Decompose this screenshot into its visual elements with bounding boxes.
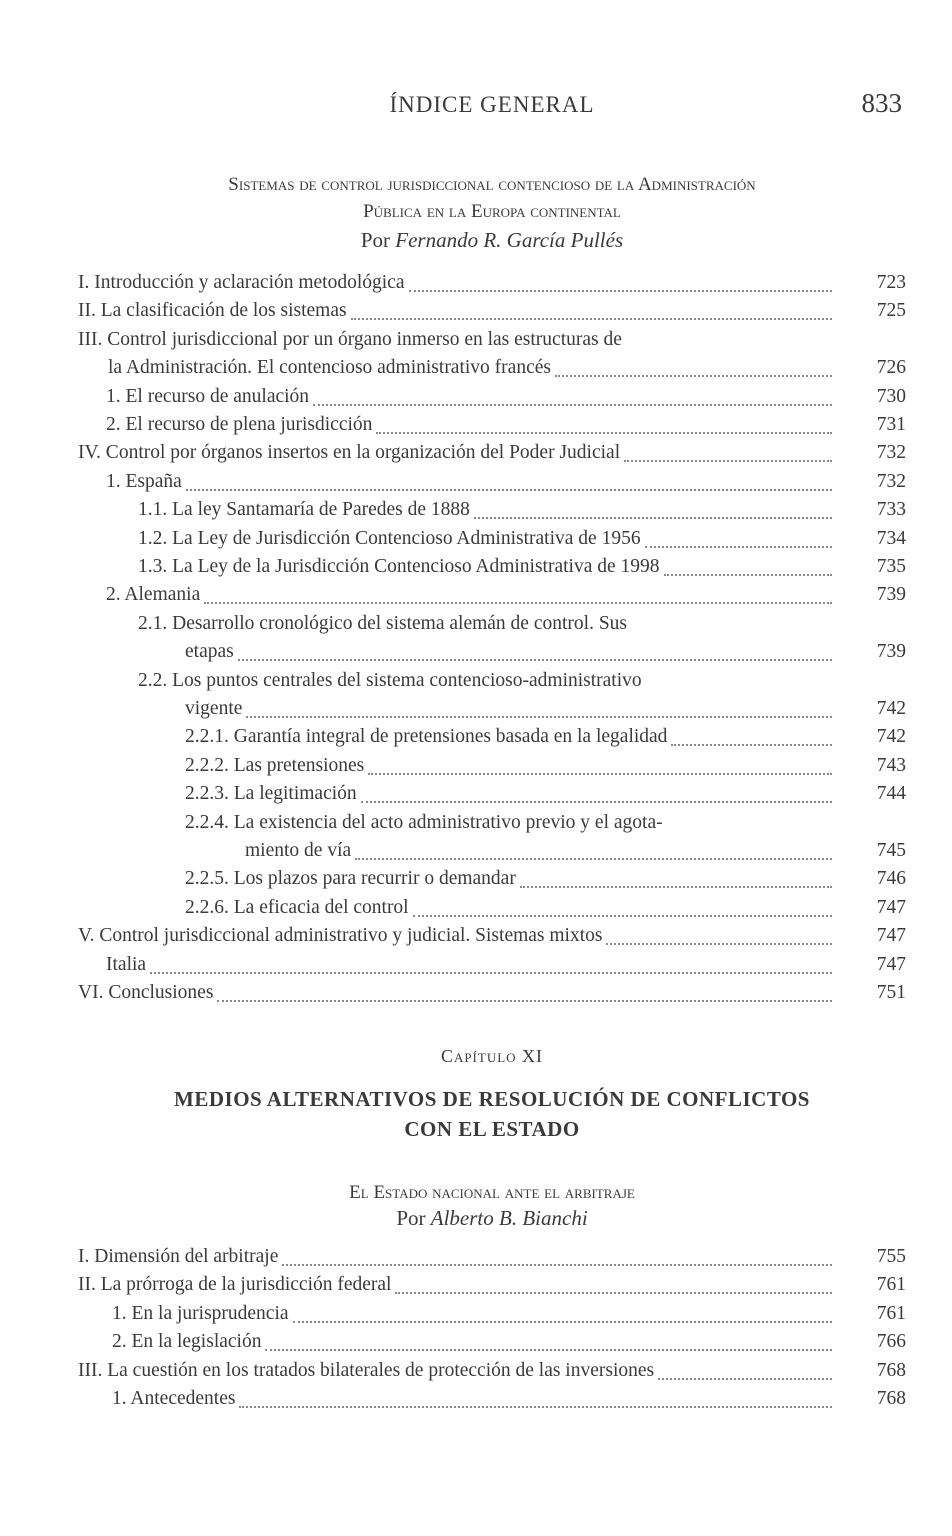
toc-entry: [0, 925, 906, 953]
toc-entry: [0, 272, 906, 300]
toc-entry-text: 2.2.3. La legitimación: [185, 783, 357, 805]
running-head: [78, 88, 906, 124]
dot-leader: [520, 886, 832, 888]
toc-entry: [0, 499, 906, 527]
toc-entry: [0, 812, 906, 840]
toc-entry-text: 2. En la legislación: [112, 1331, 262, 1353]
toc-entry-text: 1.1. La ley Santamaría de Paredes de 1888: [138, 499, 470, 521]
dot-leader: [313, 404, 832, 406]
toc-entry-text: 1.2. La Ley de Jurisdicción Contencioso Administrativa de 1956: [138, 527, 641, 549]
toc-page-number: 768: [876, 1359, 906, 1381]
toc-entry: [0, 300, 906, 328]
author-name: Alberto B. Bianchi: [430, 1206, 588, 1230]
toc-page-number: 744: [876, 783, 906, 805]
dot-leader: [645, 546, 832, 548]
toc-entry: [0, 1303, 906, 1331]
toc-entry-text: II. La prórroga de la jurisdicción federal: [78, 1274, 392, 1296]
dot-leader: [204, 602, 832, 604]
toc-page-number: 746: [876, 868, 906, 890]
toc-entry-text: I. Introducción y aclaración metodológica: [78, 272, 405, 293]
toc-entry-text: 2.2. Los puntos centrales del sistema contencioso-administrativo: [138, 669, 642, 691]
chapter-label: Capítulo XI: [440, 1046, 544, 1066]
toc-page-number: 743: [876, 754, 906, 776]
toc-entry-text: I. Dimensión del arbitraje: [78, 1246, 279, 1267]
toc-entry: [0, 613, 906, 641]
toc-entry-text: 1.3. La Ley de la Jurisdicción Contencioso Administrativa de 1998: [138, 556, 660, 577]
toc-entry-continuation-text: la Administración. El contencioso administrativo francés: [108, 357, 551, 379]
toc-entry-text: 2.2.1. Garantía integral de pretensiones basada en la legalidad: [185, 726, 668, 748]
toc-entry-text: V. Control jurisdiccional administrativo y judicial. Sistemas mixtos: [78, 925, 603, 947]
section-byline: [78, 228, 906, 253]
dot-leader: [238, 659, 832, 661]
toc-entry-text: 1. En la jurisprudencia: [112, 1302, 289, 1324]
toc-entry: [0, 726, 906, 754]
dot-leader: [217, 1000, 832, 1002]
toc-entry-continuation: [0, 641, 906, 669]
toc-entry-text: 1. Antecedentes: [112, 1388, 236, 1409]
toc-page-number: 761: [876, 1302, 906, 1324]
toc-page-number: 751: [876, 982, 906, 1003]
toc-page-number: 732: [876, 442, 906, 464]
toc-entry: [0, 954, 906, 982]
toc-page-number: 731: [876, 414, 906, 435]
toc-entry-text: Italia: [106, 953, 147, 975]
dot-leader: [474, 517, 832, 519]
toc-page-number: 755: [876, 1246, 906, 1267]
toc-entry: [0, 584, 906, 612]
toc-entry-continuation-text: etapas: [185, 641, 234, 663]
dot-leader: [624, 460, 832, 462]
toc-entry-text: 2.2.2. Las pretensiones: [185, 754, 365, 776]
toc-entry-text: III. La cuestión en los tratados bilaterales de protección de las inversiones: [78, 1359, 655, 1381]
dot-leader: [555, 375, 832, 377]
toc-entry-continuation: [0, 698, 906, 726]
toc-entry: [0, 1388, 906, 1416]
toc-entry-text: 2. Alemania: [106, 584, 201, 606]
dot-leader: [395, 1292, 832, 1294]
toc-entry: [0, 755, 906, 783]
toc-entry-text: 1. España: [106, 470, 182, 492]
toc-entry-text: 2.1. Desarrollo cronológico del sistema alemán de control. Sus: [138, 612, 628, 634]
dot-leader: [150, 972, 832, 974]
dot-leader: [409, 290, 833, 292]
toc-entry-text: 1. El recurso de anulación: [106, 385, 310, 407]
toc-page-number: 761: [876, 1274, 906, 1296]
author-name: Fernando R. García Pullés: [395, 228, 624, 252]
toc-page-number: 747: [876, 953, 906, 975]
toc-entry: [0, 1274, 906, 1302]
toc-entry-continuation-text: miento de vía: [245, 840, 352, 861]
toc-entry-text: 2.2.4. La existencia del acto administrativo previo y el agota-: [185, 811, 663, 833]
toc-entry: [0, 1331, 906, 1359]
toc-entry: [0, 1246, 906, 1274]
toc-entry-continuation: [0, 840, 906, 868]
toc-entry-text: II. La clasificación de los sistemas: [78, 300, 347, 322]
page-number: 833: [861, 88, 902, 118]
toc-entry: [0, 471, 906, 499]
dot-leader: [282, 1264, 832, 1266]
byline-prefix: Por: [396, 1206, 426, 1230]
toc-entry: [0, 897, 906, 925]
dot-leader: [606, 943, 832, 945]
toc-entry-text: III. Control jurisdiccional por un órgano inmerso en las estructuras de: [78, 328, 622, 350]
toc-entry-text: 2.2.5. Los plazos para recurrir o demandar: [185, 868, 516, 890]
section-2-byline: [78, 1206, 906, 1231]
section-2-title: El Estado nacional ante el arbitraje: [349, 1182, 635, 1203]
toc-page-number: 734: [876, 527, 906, 549]
byline-prefix: Por: [360, 228, 391, 252]
toc-entry-text: IV. Control por órganos insertos en la organización del Poder Judicial: [78, 442, 621, 464]
dot-leader: [658, 1378, 832, 1380]
toc-page-number: 742: [876, 726, 906, 748]
toc-page-number: 726: [876, 357, 906, 379]
toc-entry: [0, 442, 906, 470]
toc-page-number: 730: [876, 385, 906, 407]
dot-leader: [355, 858, 832, 860]
toc-page-number: 733: [876, 499, 906, 521]
dot-leader: [664, 574, 832, 576]
toc-page-number: 747: [876, 896, 906, 918]
toc-entry: [0, 868, 906, 896]
toc-entry: [0, 414, 906, 442]
toc-entry-continuation-text: vigente: [185, 698, 243, 719]
toc-entry-text: VI. Conclusiones: [78, 982, 214, 1003]
dot-leader: [671, 744, 832, 746]
dot-leader: [368, 773, 832, 775]
toc-entry: [0, 528, 906, 556]
toc-entry-continuation: [0, 357, 906, 385]
dot-leader: [186, 489, 832, 491]
toc-page-number: 723: [876, 272, 906, 293]
dot-leader: [239, 1406, 832, 1408]
toc-entry: [0, 783, 906, 811]
toc-page-number: 766: [876, 1331, 906, 1353]
toc-page-number: 735: [876, 556, 906, 577]
toc-page-number: 732: [876, 470, 906, 492]
toc-entry-text: 2.2.6. La eficacia del control: [185, 896, 409, 918]
running-title: ÍNDICE GENERAL: [389, 92, 595, 117]
toc-entry: [0, 982, 906, 1010]
dot-leader: [351, 318, 832, 320]
toc-page-number: 742: [876, 698, 906, 719]
toc-entry: [0, 556, 906, 584]
toc-entry-text: 2. El recurso de plena jurisdicción: [106, 414, 373, 435]
toc-entry: [0, 386, 906, 414]
dot-leader: [293, 1321, 832, 1323]
toc-page-number: 745: [876, 840, 906, 861]
toc-page-number: 725: [876, 300, 906, 322]
toc-page-number: 747: [876, 925, 906, 947]
dot-leader: [376, 432, 832, 434]
toc-page-number: 739: [876, 584, 906, 606]
toc-entry: [0, 329, 906, 357]
toc-entry: [0, 670, 906, 698]
dot-leader: [361, 801, 832, 803]
toc-page-number: 768: [876, 1388, 906, 1409]
section-title-line-2: Pública en la Europa continental: [363, 201, 621, 222]
toc-entry: [0, 1360, 906, 1388]
dot-leader: [246, 716, 832, 718]
dot-leader: [413, 915, 832, 917]
chapter-title-line-1: MEDIOS ALTERNATIVOS DE RESOLUCIÓN DE CONFLICTOS: [174, 1087, 810, 1111]
chapter-title-line-2: CON EL ESTADO: [404, 1117, 580, 1141]
section-title-line-1: Sistemas de control jurisdiccional contencioso de la Administración: [228, 174, 756, 195]
dot-leader: [265, 1349, 832, 1351]
toc-page-number: 739: [876, 641, 906, 663]
